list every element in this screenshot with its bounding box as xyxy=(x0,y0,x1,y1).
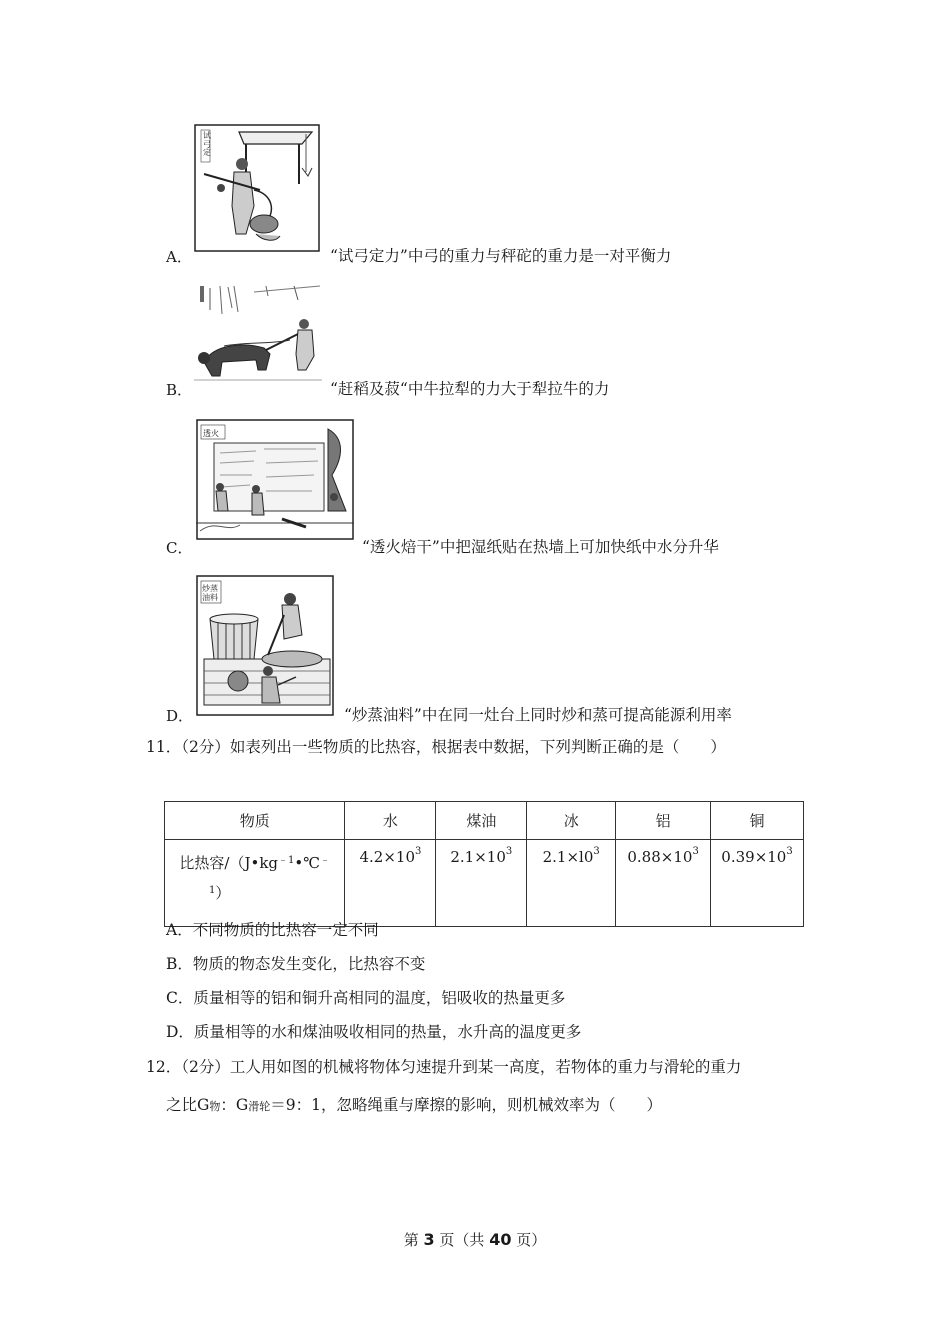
page-number: 3 xyxy=(423,1230,435,1249)
figure-oil-steaming xyxy=(196,575,334,716)
option-a-text: “试弓定力”中弓的重力与秤砣的重力是一对平衡力 xyxy=(330,247,672,265)
page-footer: 第 3 页（共 40 页） xyxy=(403,1230,547,1249)
table-header-cell: 物质 xyxy=(165,802,345,840)
table-cell: $0.88\times 10^3$ xyxy=(616,840,711,927)
table-cell: $4.2\times 10^3$ xyxy=(345,840,436,927)
option-d-letter: D． xyxy=(166,707,194,725)
figure-title-a: 试 xyxy=(203,131,211,140)
table-cell: $2.1\times l0^3$ xyxy=(527,840,616,927)
question-12-line1: 12．（2分）工人用如图的机械将物体匀速提升到某一高度，若物体的重力与滑轮的重力 xyxy=(146,1058,742,1076)
table-header-cell: 煤油 xyxy=(436,802,527,840)
figure-ox-plough xyxy=(194,284,322,386)
option-b-letter: B． xyxy=(166,381,193,399)
question-12-line2: 之比G物：G滑轮＝9：1，忽略绳重与摩擦的影响，则机械效率为（ ） xyxy=(166,1096,663,1114)
svg-text:弓: 弓 xyxy=(203,140,211,149)
specific-heat-table xyxy=(164,801,804,927)
table-row-label: 比热容$/(J•kg^{﹣1}•℃^﹣$ $^1$） xyxy=(165,840,345,927)
option-c-text: “透火焙干”中把湿纸贴在热墙上可加快纸中水分升华 xyxy=(362,538,719,556)
table-row xyxy=(165,840,804,927)
question-11-stem: 11．（2分）如表列出一些物质的比热容，根据表中数据，下列判断正确的是（ ） xyxy=(146,738,726,756)
q11-option-c: C．质量相等的铝和铜升高相同的温度，铝吸收的热量更多 xyxy=(166,989,566,1007)
option-c-letter: C． xyxy=(166,539,193,557)
figure-title-c: 透火 xyxy=(203,429,219,438)
q11-option-a: A．不同物质的比热容一定不同 xyxy=(166,921,379,939)
table-header-cell: 冰 xyxy=(527,802,616,840)
table-cell: $0.39\times 10^3$ xyxy=(711,840,804,927)
table-header-cell: 铜 xyxy=(711,802,804,840)
option-d-text: “炒蒸油料”中在同一灶台上同时炒和蒸可提高能源利用率 xyxy=(344,706,732,724)
q11-option-b: B．物质的物态发生变化，比热容不变 xyxy=(166,955,426,973)
option-b-text: “赶稻及菽“中牛拉犁的力大于犁拉牛的力 xyxy=(330,380,610,398)
table-header-cell: 水 xyxy=(345,802,436,840)
figure-title-d: 炒蒸 xyxy=(202,584,218,593)
figure-bow-test xyxy=(194,124,320,252)
svg-text:定: 定 xyxy=(203,148,211,157)
table-cell: $2.1\times 10^3$ xyxy=(436,840,527,927)
option-a-letter: A． xyxy=(166,248,192,266)
q11-option-d: D．质量相等的水和煤油吸收相同的热量，水升高的温度更多 xyxy=(166,1023,582,1041)
svg-text:油料: 油料 xyxy=(202,593,218,602)
table-header-cell: 铝 xyxy=(616,802,711,840)
table-header-row xyxy=(165,802,804,840)
figure-paper-drying xyxy=(196,419,354,540)
page-total: 40 xyxy=(489,1230,512,1249)
